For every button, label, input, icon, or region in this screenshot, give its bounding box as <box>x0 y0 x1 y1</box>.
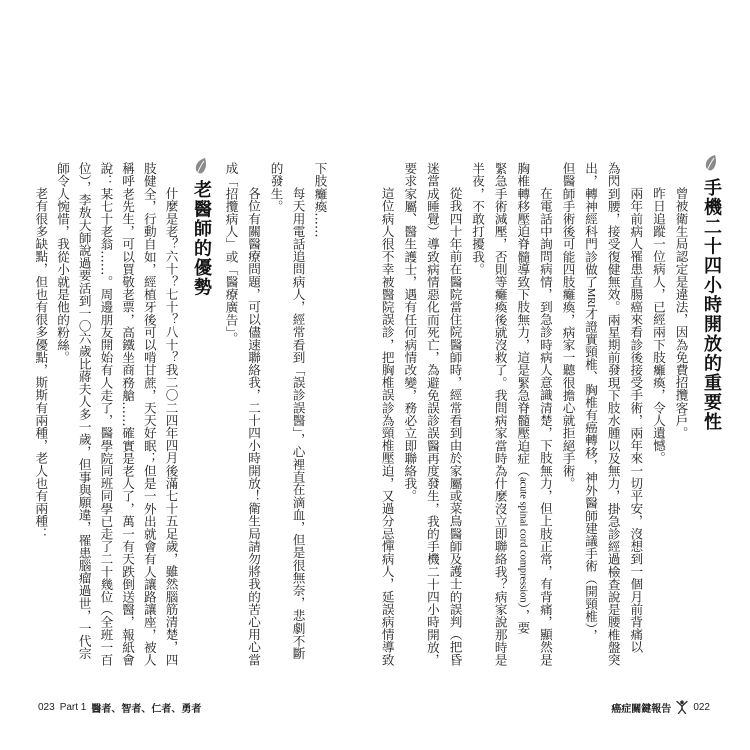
text-column: 肢健全，行動自如，經植牙後可以啃甘蔗，天天好眠；但是一外出就會有人讓路讓座，被人 <box>141 162 157 666</box>
text-column: 但醫師手術後可能四肢癱瘓，病家一聽很擔心就拒絕手術。 <box>560 162 576 490</box>
text-column: 從我四十年前在醫院當住院醫師時，經常看到由於家屬或菜鳥醫師及護士的誤判（把昏 <box>447 187 463 666</box>
latin-term: MRI <box>585 288 597 308</box>
text-column: 迷當成睡覺）導致病情惡化而死亡，為避免誤診誤醫再度發生，我的手機二十四小時開放， <box>424 162 440 666</box>
text-column: 曾被衛生局認定是違法，因為免費招攬客戶。 <box>673 187 689 439</box>
text-column: 兩年前病人罹患直腸癌來看診後接受手術，兩年來一切平安，沒想到一個月前背痛以 <box>628 187 644 654</box>
section-heading: 老醫師的優勢 <box>191 180 212 297</box>
section-heading: 手機二十四小時開放的重要性 <box>701 178 722 432</box>
book-title: 癌症關鍵報告 <box>611 703 672 715</box>
text-column: 什麼是老？六十？七十？八十？我二〇二四年四月後滿七十五足歲，雖然腦筋清楚，四 <box>163 187 179 666</box>
text-column: 胸椎轉移壓迫脊髓導致下肢無力，這是緊急脊髓壓迫症（acute spinal cord compression），要 <box>515 162 531 635</box>
latin-term: acute spinal cord compression <box>517 477 529 603</box>
text-column: 成「招攬病人」或「醫療廣告」。 <box>223 162 239 345</box>
leaf-icon <box>194 157 208 175</box>
part-title: 醫者、智者、仁者、勇者 <box>91 703 202 715</box>
page-number: 022 <box>693 701 710 713</box>
text-column: 昨日追蹤一位病人，已經兩下肢癱瘓，令人遺憾。 <box>650 187 666 465</box>
text-column: 半夜，不敢打擾我。 <box>470 162 486 276</box>
text-column: 說：某七十老翁……。周邊朋友開始有人走了，醫學院同班同學已走了二十幾位（全班一百 <box>98 162 114 666</box>
person-icon <box>676 700 688 714</box>
page-footer-right <box>611 700 710 714</box>
page-number: 023 <box>38 701 55 713</box>
text-column: 出，轉神經科門診做了MRI才證實頸椎、胸椎有癌轉移，神外醫師建議手術（開頸椎）， <box>583 162 599 642</box>
leaf-icon <box>704 154 718 172</box>
text-column: 師令人惋惜，我從小就是他的粉絲。 <box>55 162 70 364</box>
part-label: Part 1 <box>59 701 87 713</box>
text-column: 緊急手術減壓，否則等癱瘓後就沒救了。我問病家當時為什麼沒立即聯絡我？病家說那時是 <box>492 162 508 666</box>
text-column: 各位有關醫療問題，可以儘速聯絡我，二十四小時開放！衛生局請勿將我的苦心用心當 <box>246 187 261 666</box>
text-column: 下肢癱瘓…… <box>312 162 328 238</box>
text-column: 位），李敖大師說過要活到一〇六歲比蔣夫人多一歲，但事與願違，罹患腦瘤過世，一代宗 <box>76 162 92 660</box>
text-column: 老有很多缺點，但也有很多優點，斯斯有兩種，老人也有兩種： <box>33 187 49 540</box>
text-column: 要求家屬、醫生護士，遇有任何病情改變，務必立即聯絡我。 <box>402 162 418 503</box>
text-column: 為閃到腰，接受復健無效。兩星期前發現下肢水腫以及無力，掛急診經過檢查說是腰椎盤突 <box>605 162 621 666</box>
text-column: 在電話中詢問病情，到急診時病人意識清楚，下肢無力，但上肢正常，有背痛，顯然是 <box>537 187 553 666</box>
text-column: 稱呼老先生，可以買敬老票，高鐵坐商務艙……確實是老人了，萬一有天跌倒送醫，報紙會 <box>120 162 136 666</box>
text-column: 這位病人很不幸被醫院誤診，把胸椎誤診為頸椎壓迫，又過分忌憚病人，延誤病情導致 <box>379 187 395 666</box>
text-column: 每天用電話追問病人，經常看到「誤診誤醫」，心裡直在滴血，但是很無奈，悲劇不斷 <box>290 187 306 660</box>
text-column: 的發生。 <box>268 162 284 213</box>
page-footer-left <box>38 700 201 714</box>
